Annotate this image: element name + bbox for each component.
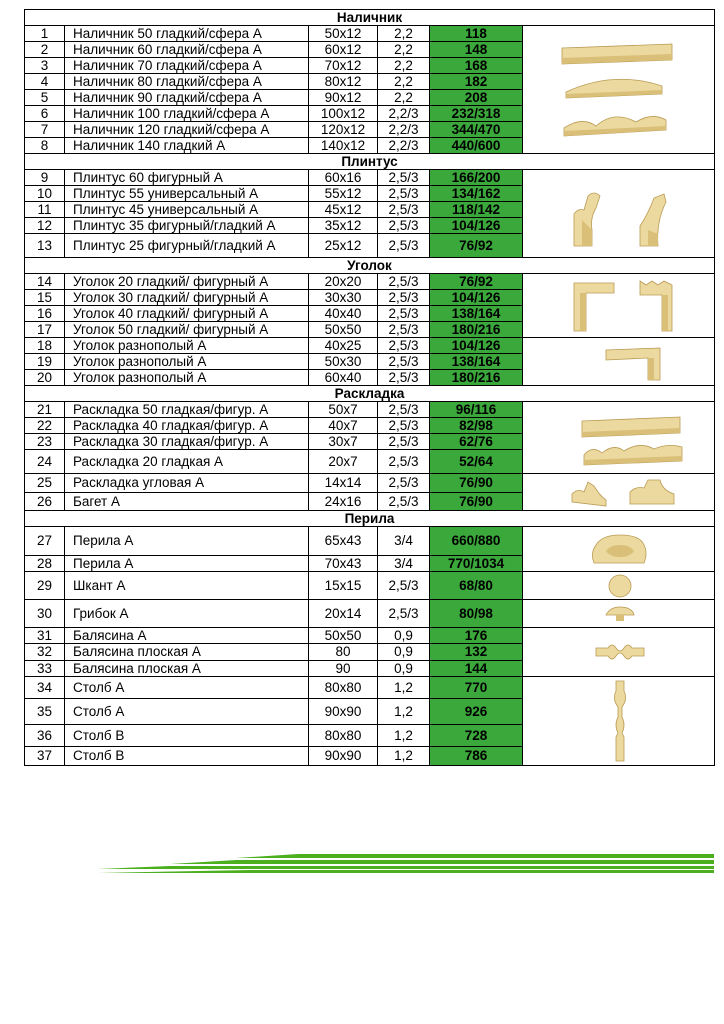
- item-price: 104/126: [430, 338, 523, 354]
- item-name: Наличник 60 гладкий/сфера А: [65, 42, 309, 58]
- item-thickness: 2,5/3: [378, 402, 430, 418]
- section-title: Перила: [25, 511, 715, 527]
- item-number: 14: [25, 274, 65, 290]
- balyasina-image: [544, 628, 694, 676]
- item-number: 24: [25, 450, 65, 474]
- stolb-image: [544, 677, 694, 765]
- item-name: Столб В: [65, 746, 309, 765]
- item-thickness: 2,2: [378, 26, 430, 42]
- section-title: Раскладка: [25, 386, 715, 402]
- item-name: Уголок 30 гладкий/ фигурный А: [65, 290, 309, 306]
- item-number: 21: [25, 402, 65, 418]
- table-row: [25, 474, 715, 493]
- item-number: 20: [25, 370, 65, 386]
- item-price: 82/98: [430, 418, 523, 434]
- item-number: 32: [25, 644, 65, 660]
- product-image: [523, 600, 715, 628]
- item-price: 182: [430, 74, 523, 90]
- raskladka-profile-images: [544, 403, 694, 473]
- item-price: 104/126: [430, 290, 523, 306]
- item-name: Плинтус 55 универсальный А: [65, 186, 309, 202]
- item-thickness: 2,5/3: [378, 418, 430, 434]
- table-row: [25, 170, 715, 186]
- item-number: 9: [25, 170, 65, 186]
- item-number: 17: [25, 322, 65, 338]
- section-header: [25, 386, 715, 402]
- item-price: 728: [430, 724, 523, 746]
- item-price: 76/90: [430, 492, 523, 511]
- item-price: 180/216: [430, 322, 523, 338]
- item-price: 144: [430, 660, 523, 676]
- item-thickness: 2,5/3: [378, 274, 430, 290]
- item-price: 660/880: [430, 527, 523, 556]
- item-size: 100x12: [309, 106, 378, 122]
- item-thickness: 2,5/3: [378, 450, 430, 474]
- table-row: [25, 572, 715, 600]
- item-price: 770/1034: [430, 555, 523, 571]
- item-size: 50x12: [309, 26, 378, 42]
- item-name: Уголок 40 гладкий/ фигурный А: [65, 306, 309, 322]
- item-price: 232/318: [430, 106, 523, 122]
- item-number: 30: [25, 600, 65, 628]
- item-number: 15: [25, 290, 65, 306]
- section-title: Плинтус: [25, 154, 715, 170]
- item-price: 138/164: [430, 354, 523, 370]
- item-price: 118: [430, 26, 523, 42]
- item-price: 148: [430, 42, 523, 58]
- baget-profile-images: [544, 474, 694, 510]
- item-name: Балясина плоская А: [65, 660, 309, 676]
- item-size: 25x12: [309, 234, 378, 258]
- item-size: 90: [309, 660, 378, 676]
- item-name: Наличник 120 гладкий/сфера А: [65, 122, 309, 138]
- shkant-image: [544, 573, 694, 599]
- item-number: 35: [25, 699, 65, 724]
- item-number: 31: [25, 628, 65, 644]
- item-name: Раскладка 50 гладкая/фигур. А: [65, 402, 309, 418]
- item-number: 13: [25, 234, 65, 258]
- item-size: 70x12: [309, 58, 378, 74]
- item-price: 76/92: [430, 234, 523, 258]
- item-name: Наличник 50 гладкий/сфера А: [65, 26, 309, 42]
- item-size: 20x20: [309, 274, 378, 290]
- item-size: 90x12: [309, 90, 378, 106]
- item-size: 80x12: [309, 74, 378, 90]
- item-thickness: 2,5/3: [378, 290, 430, 306]
- item-name: Плинтус 45 универсальный А: [65, 202, 309, 218]
- item-thickness: 2,5/3: [378, 306, 430, 322]
- item-size: 60x12: [309, 42, 378, 58]
- item-price: 80/98: [430, 600, 523, 628]
- item-thickness: 2,5/3: [378, 572, 430, 600]
- item-thickness: 2,5/3: [378, 170, 430, 186]
- item-number: 18: [25, 338, 65, 354]
- item-size: 90x90: [309, 699, 378, 724]
- item-name: Шкант А: [65, 572, 309, 600]
- item-thickness: 1,2: [378, 699, 430, 724]
- item-name: Столб А: [65, 699, 309, 724]
- item-thickness: 0,9: [378, 628, 430, 644]
- item-thickness: 2,2: [378, 58, 430, 74]
- item-thickness: 2,5/3: [378, 186, 430, 202]
- item-size: 40x7: [309, 418, 378, 434]
- item-thickness: 1,2: [378, 724, 430, 746]
- item-thickness: 2,5/3: [378, 492, 430, 511]
- item-number: 5: [25, 90, 65, 106]
- item-name: Уголок разнополый А: [65, 354, 309, 370]
- item-size: 15x15: [309, 572, 378, 600]
- product-image: [523, 170, 715, 258]
- item-size: 50x50: [309, 322, 378, 338]
- item-price: 138/164: [430, 306, 523, 322]
- item-price: 770: [430, 677, 523, 699]
- item-size: 50x7: [309, 402, 378, 418]
- item-size: 90x90: [309, 746, 378, 765]
- item-size: 50x50: [309, 628, 378, 644]
- item-size: 60x16: [309, 170, 378, 186]
- item-size: 20x7: [309, 450, 378, 474]
- product-image: [523, 26, 715, 154]
- item-number: 26: [25, 492, 65, 511]
- item-number: 4: [25, 74, 65, 90]
- item-thickness: 2,2: [378, 42, 430, 58]
- item-number: 23: [25, 434, 65, 450]
- item-number: 34: [25, 677, 65, 699]
- item-number: 8: [25, 138, 65, 154]
- item-price: 96/116: [430, 402, 523, 418]
- item-number: 3: [25, 58, 65, 74]
- item-number: 36: [25, 724, 65, 746]
- item-thickness: 2,2: [378, 74, 430, 90]
- item-number: 12: [25, 218, 65, 234]
- item-number: 33: [25, 660, 65, 676]
- item-name: Раскладка 30 гладкая/фигур. А: [65, 434, 309, 450]
- ugolok-raznopoly-image: [544, 340, 694, 384]
- product-image: [523, 338, 715, 386]
- item-name: Уголок разнополый А: [65, 370, 309, 386]
- product-image: [523, 628, 715, 677]
- item-size: 70x43: [309, 555, 378, 571]
- item-number: 27: [25, 527, 65, 556]
- item-thickness: 2,2/3: [378, 122, 430, 138]
- item-size: 80x80: [309, 724, 378, 746]
- item-name: Плинтус 35 фигурный/гладкий А: [65, 218, 309, 234]
- table-row: [25, 26, 715, 42]
- item-price: 176: [430, 628, 523, 644]
- item-size: 40x40: [309, 306, 378, 322]
- item-name: Столб В: [65, 724, 309, 746]
- item-number: 16: [25, 306, 65, 322]
- item-price: 76/90: [430, 474, 523, 493]
- nalichnik-profile-images: [544, 30, 694, 150]
- item-number: 1: [25, 26, 65, 42]
- section-header: [25, 258, 715, 274]
- item-number: 25: [25, 474, 65, 493]
- item-name: Плинтус 60 фигурный А: [65, 170, 309, 186]
- item-thickness: 1,2: [378, 746, 430, 765]
- plintus-profile-images: [544, 174, 694, 254]
- item-thickness: 2,5/3: [378, 338, 430, 354]
- item-size: 20x14: [309, 600, 378, 628]
- item-thickness: 2,5/3: [378, 370, 430, 386]
- item-name: Уголок разнополый А: [65, 338, 309, 354]
- item-thickness: 2,5/3: [378, 218, 430, 234]
- item-thickness: 2,5/3: [378, 234, 430, 258]
- item-name: Наличник 140 гладкий А: [65, 138, 309, 154]
- product-image: [523, 402, 715, 474]
- item-thickness: 0,9: [378, 660, 430, 676]
- item-name: Уголок 50 гладкий/ фигурный А: [65, 322, 309, 338]
- perila-profile-image: [544, 527, 694, 571]
- section-title: Наличник: [25, 10, 715, 26]
- item-name: Раскладка угловая А: [65, 474, 309, 493]
- item-thickness: 2,2: [378, 90, 430, 106]
- item-name: Перила А: [65, 527, 309, 556]
- item-price: 926: [430, 699, 523, 724]
- item-size: 35x12: [309, 218, 378, 234]
- item-thickness: 2,5/3: [378, 354, 430, 370]
- item-size: 24x16: [309, 492, 378, 511]
- price-list-sheet: [24, 9, 714, 766]
- item-number: 6: [25, 106, 65, 122]
- item-size: 60x40: [309, 370, 378, 386]
- item-name: Наличник 90 гладкий/сфера А: [65, 90, 309, 106]
- item-price: 104/126: [430, 218, 523, 234]
- item-size: 120x12: [309, 122, 378, 138]
- item-number: 11: [25, 202, 65, 218]
- item-price: 166/200: [430, 170, 523, 186]
- item-price: 68/80: [430, 572, 523, 600]
- table-row: [25, 402, 715, 418]
- item-number: 28: [25, 555, 65, 571]
- decorative-green-stripes: [0, 850, 724, 880]
- item-size: 80x80: [309, 677, 378, 699]
- item-thickness: 2,2/3: [378, 106, 430, 122]
- item-name: Балясина плоская А: [65, 644, 309, 660]
- item-price: 180/216: [430, 370, 523, 386]
- item-name: Наличник 70 гладкий/сфера А: [65, 58, 309, 74]
- item-number: 37: [25, 746, 65, 765]
- item-number: 2: [25, 42, 65, 58]
- item-name: Уголок 20 гладкий/ фигурный А: [65, 274, 309, 290]
- item-thickness: 1,2: [378, 677, 430, 699]
- item-number: 19: [25, 354, 65, 370]
- table-row: [25, 677, 715, 699]
- item-name: Наличник 100 гладкий/сфера А: [65, 106, 309, 122]
- item-name: Раскладка 20 гладкая А: [65, 450, 309, 474]
- item-thickness: 3/4: [378, 555, 430, 571]
- item-price: 208: [430, 90, 523, 106]
- item-thickness: 2,5/3: [378, 600, 430, 628]
- gribok-image: [544, 601, 694, 627]
- section-header: [25, 10, 715, 26]
- item-thickness: 2,5/3: [378, 434, 430, 450]
- item-size: 40x25: [309, 338, 378, 354]
- item-size: 65x43: [309, 527, 378, 556]
- item-thickness: 2,2/3: [378, 138, 430, 154]
- item-price: 62/76: [430, 434, 523, 450]
- item-price: 76/92: [430, 274, 523, 290]
- section-header: [25, 511, 715, 527]
- item-size: 80: [309, 644, 378, 660]
- table-row: [25, 600, 715, 628]
- item-thickness: 3/4: [378, 527, 430, 556]
- item-price: 132: [430, 644, 523, 660]
- item-price: 344/470: [430, 122, 523, 138]
- item-size: 30x7: [309, 434, 378, 450]
- product-image: [523, 274, 715, 338]
- item-thickness: 2,5/3: [378, 202, 430, 218]
- item-name: Раскладка 40 гладкая/фигур. А: [65, 418, 309, 434]
- item-price: 134/162: [430, 186, 523, 202]
- product-image: [523, 527, 715, 572]
- item-number: 7: [25, 122, 65, 138]
- item-size: 14x14: [309, 474, 378, 493]
- item-price: 118/142: [430, 202, 523, 218]
- item-size: 30x30: [309, 290, 378, 306]
- product-image: [523, 474, 715, 511]
- item-name: Наличник 80 гладкий/сфера А: [65, 74, 309, 90]
- table-row: [25, 628, 715, 644]
- table-row: [25, 527, 715, 556]
- ugolok-profile-images: [544, 275, 694, 337]
- item-size: 140x12: [309, 138, 378, 154]
- item-name: Плинтус 25 фигурный/гладкий А: [65, 234, 309, 258]
- item-thickness: 2,5/3: [378, 322, 430, 338]
- item-size: 45x12: [309, 202, 378, 218]
- item-name: Грибок А: [65, 600, 309, 628]
- item-number: 22: [25, 418, 65, 434]
- item-name: Перила А: [65, 555, 309, 571]
- item-price: 786: [430, 746, 523, 765]
- price-table: [24, 9, 715, 766]
- product-image: [523, 677, 715, 766]
- section-header: [25, 154, 715, 170]
- item-name: Багет А: [65, 492, 309, 511]
- item-number: 10: [25, 186, 65, 202]
- item-name: Балясина А: [65, 628, 309, 644]
- product-image: [523, 572, 715, 600]
- item-price: 440/600: [430, 138, 523, 154]
- item-price: 52/64: [430, 450, 523, 474]
- item-price: 168: [430, 58, 523, 74]
- table-row: [25, 274, 715, 290]
- table-row: [25, 338, 715, 354]
- item-thickness: 0,9: [378, 644, 430, 660]
- item-size: 55x12: [309, 186, 378, 202]
- item-thickness: 2,5/3: [378, 474, 430, 493]
- item-number: 29: [25, 572, 65, 600]
- section-title: Уголок: [25, 258, 715, 274]
- item-name: Столб А: [65, 677, 309, 699]
- item-size: 50x30: [309, 354, 378, 370]
